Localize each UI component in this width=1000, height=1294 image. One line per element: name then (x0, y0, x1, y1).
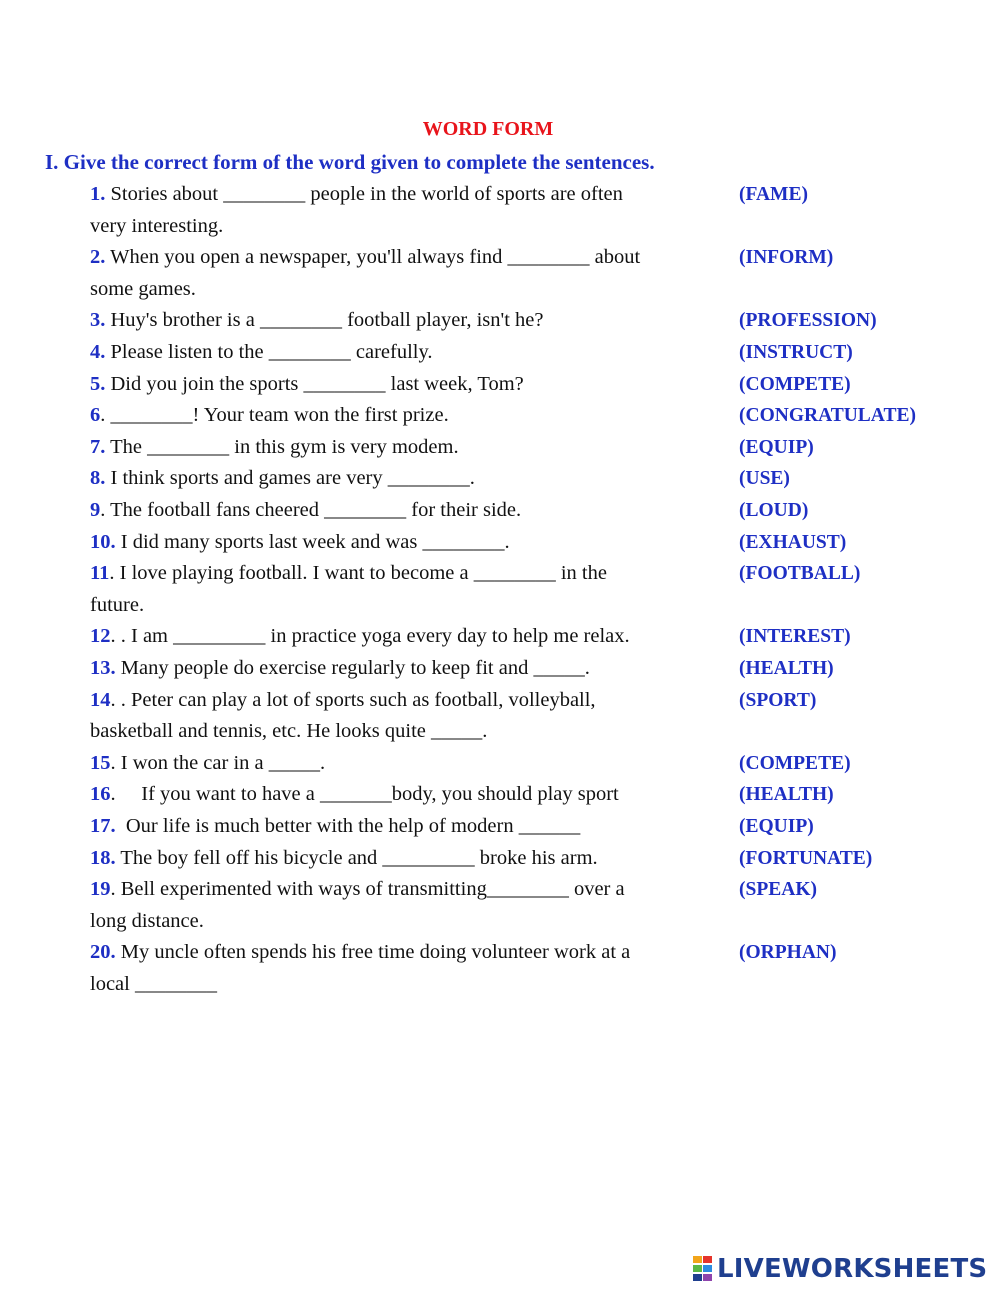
question-item (90, 495, 710, 527)
question-item (90, 874, 710, 937)
question-line (90, 337, 710, 369)
question-text: Huy's brother is a ________ football player, isn't he? (105, 309, 544, 332)
question-line (90, 937, 710, 969)
question-number: 17. (90, 815, 116, 837)
root-word: (SPORT) (739, 689, 817, 711)
question-line (90, 400, 710, 432)
question-text: Many people do exercise regularly to keep fit and _____. (115, 657, 590, 679)
question-text: local ________ (90, 972, 217, 995)
question-number: 6 (90, 404, 101, 427)
question-item (90, 748, 710, 780)
question-number: 8. (90, 467, 106, 490)
question-number: 11 (90, 562, 110, 585)
question-item (90, 369, 710, 401)
question-text: . I won the car in a _____. (110, 751, 326, 774)
question-item (90, 811, 710, 843)
liveworksheets-brand (693, 1252, 987, 1286)
root-word: (FAME) (739, 184, 808, 205)
question-text: Our life is much better with the help of modern ______ (115, 815, 581, 837)
question-text: Stories about ________ people in the world of sports are often (105, 183, 623, 205)
question-line (90, 811, 710, 843)
question-item (90, 558, 710, 621)
question-number: 10. (90, 530, 116, 553)
question-line (90, 495, 710, 527)
question-text: The boy fell off his bicycle and _________ broke his arm. (115, 846, 598, 869)
question-line (90, 716, 710, 748)
root-word: (EXHAUST) (739, 531, 847, 553)
question-line (90, 305, 710, 337)
question-item (90, 400, 710, 432)
question-number: 20. (90, 941, 116, 964)
question-number: 18. (90, 846, 116, 869)
question-number: 12 (90, 625, 111, 648)
root-word: (COMPETE) (739, 752, 851, 774)
question-text: I think sports and games are very ________. (105, 467, 475, 490)
question-line (90, 748, 710, 780)
question-line (90, 621, 710, 653)
question-item (90, 621, 710, 653)
question-item (90, 179, 710, 242)
root-word: (PROFESSION) (739, 310, 877, 332)
root-word: (INSTRUCT) (739, 342, 853, 363)
question-line (90, 211, 710, 243)
question-text: My uncle often spends his free time doing volunteer work at a (115, 941, 631, 964)
question-line (90, 242, 710, 274)
question-number: 19 (90, 878, 111, 901)
question-text: very interesting. (90, 214, 224, 237)
question-line (90, 874, 710, 906)
root-word: (ORPHAN) (739, 942, 837, 964)
question-item (90, 779, 710, 811)
question-text: Please listen to the ________ carefully. (105, 341, 433, 363)
question-number: 1. (90, 183, 106, 205)
question-number: 5. (90, 372, 106, 395)
root-word: (SPEAK) (739, 879, 817, 901)
question-number: 14 (90, 688, 111, 711)
question-line (90, 558, 710, 590)
root-word: (FOOTBALL) (739, 563, 861, 585)
root-word: (FORTUNATE) (739, 847, 873, 869)
question-item (90, 432, 710, 464)
question-line (90, 369, 710, 401)
question-text: . I love playing football. I want to become a ________ in the (109, 562, 607, 585)
brand-text: LIVEWORKSHEETS (717, 1254, 988, 1284)
question-text: some games. (90, 277, 196, 300)
question-line (90, 685, 710, 717)
question-line (90, 527, 710, 559)
question-line (90, 969, 710, 1001)
root-word: (EQUIP) (739, 816, 814, 837)
question-item (90, 242, 710, 305)
page-title: WORD FORM (422, 118, 554, 140)
question-item (90, 685, 710, 748)
question-number: 3. (90, 309, 106, 332)
question-number: 9 (90, 499, 101, 521)
question-line (90, 779, 710, 811)
question-line (90, 179, 710, 211)
question-item (90, 337, 710, 369)
question-text: . . Peter can play a lot of sports such as football, volleyball, (110, 688, 596, 711)
question-line (90, 590, 710, 622)
question-line (90, 274, 710, 306)
question-text: . ________! Your team won the first prize. (100, 404, 449, 427)
question-item (90, 305, 710, 337)
question-line (90, 432, 710, 464)
question-item (90, 463, 710, 495)
question-text: Did you join the sports ________ last week, Tom? (105, 372, 524, 395)
question-text: future. (90, 593, 145, 616)
question-text: . The football fans cheered ________ for their side. (100, 499, 522, 521)
liveworksheets-logo-icon (693, 1256, 715, 1282)
question-line (90, 653, 710, 685)
root-word: (EQUIP) (739, 436, 814, 458)
root-word: (CONGRATULATE) (739, 405, 916, 427)
question-number: 15 (90, 751, 111, 774)
question-number: 2. (90, 246, 106, 269)
root-word: (INFORM) (739, 247, 834, 269)
root-word: (HEALTH) (739, 784, 834, 806)
question-line (90, 463, 710, 495)
question-text: long distance. (90, 909, 204, 932)
question-number: 13. (90, 657, 116, 679)
question-text: The ________ in this gym is very modem. (105, 435, 459, 458)
root-word: (COMPETE) (739, 373, 851, 395)
question-item (90, 937, 710, 1000)
question-text: When you open a newspaper, you'll always find ________ about (105, 246, 641, 269)
question-number: 4. (90, 341, 106, 363)
instruction-heading: I. Give the correct form of the word given to complete the sentences. (45, 150, 655, 174)
question-item (90, 843, 710, 875)
question-line (90, 843, 710, 875)
question-text: . Bell experimented with ways of transmitting________ over a (110, 878, 625, 901)
question-number: 7. (90, 435, 106, 458)
question-item (90, 527, 710, 559)
question-text: I did many sports last week and was ________. (115, 530, 510, 553)
question-text: . If you want to have a _______body, you should play sport (110, 783, 619, 806)
question-text: basketball and tennis, etc. He looks quite _____. (90, 720, 488, 743)
root-word: (INTEREST) (739, 626, 851, 648)
root-word: (LOUD) (739, 500, 809, 521)
question-item (90, 653, 710, 685)
root-word: (USE) (739, 468, 790, 490)
question-number: 16 (90, 783, 111, 806)
question-line (90, 906, 710, 938)
question-text: . . I am _________ in practice yoga every day to help me relax. (110, 625, 630, 648)
root-word: (HEALTH) (739, 658, 834, 679)
